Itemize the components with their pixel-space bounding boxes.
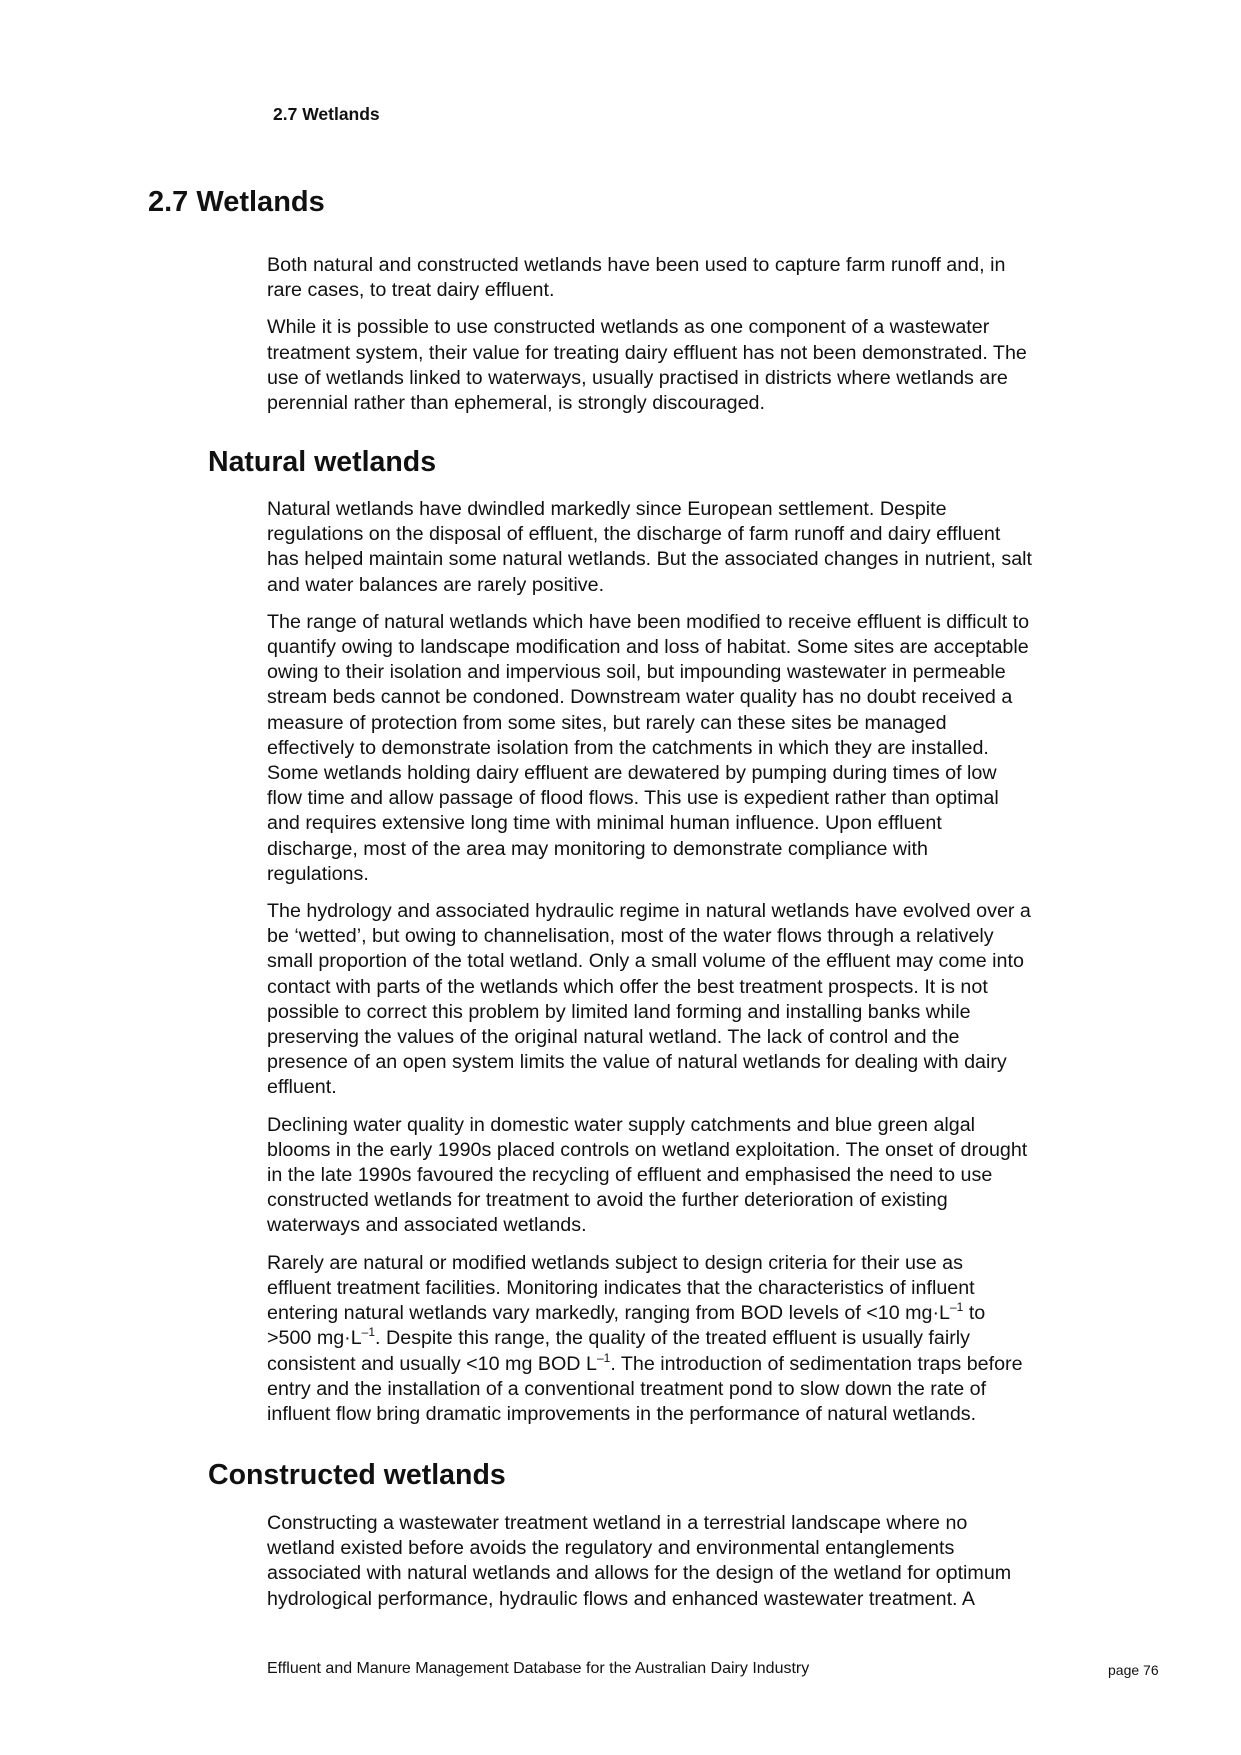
constructed-wetlands-heading: Constructed wetlands bbox=[208, 1459, 506, 1491]
natural-wetlands-block bbox=[267, 497, 1107, 1427]
natural-wetlands-heading: Natural wetlands bbox=[208, 446, 437, 478]
paragraph: While it is possible to use constructed wetlands as one component of a wastewater treatment system, their value for treating dairy effluent has not been demonstrated. The use of wetlands linked to waterways, usually practised in districts where wetlands are perennial rather than ephemeral, is strongly discouraged. bbox=[267, 316, 1027, 415]
paragraph: The range of natural wetlands which have been modified to receive effluent is difficult to quantify owing to landscape modification and loss of habitat. Some sites are acceptable owing to their isolation and impervious soil, but impounding wastewater in permeable stream beds cannot be condoned. Downstream water quality has no doubt received a measure of protection from some sites, but rarely can these sites be managed effectively to demonstrate isolation from the catchments in which they are installed. Some wetlands holding dairy effluent are dewatered by pumping during times of low flow time and allow passage of flood flows. This use is expedient rather than optimal and requires extensive long time with minimal human influence. Upon effluent discharge, most of the area may monitoring to demonstrate compliance with regulations. bbox=[267, 610, 1030, 885]
section-title: 2.7 Wetlands bbox=[148, 186, 325, 218]
running-header: 2.7 Wetlands bbox=[273, 104, 380, 124]
paragraph: Natural wetlands have dwindled markedly since European settlement. Despite regulations on the disposal of effluent, the discharge of farm runoff and dairy effluent has helped maintain some natural wetlands. But the associated changes in nutrient, salt and water balances are rarely positive. bbox=[267, 498, 1032, 596]
page-number: page 76 bbox=[1108, 1662, 1159, 1678]
paragraph: The hydrology and associated hydraulic regime in natural wetlands have evolved over a be ‘wetted’, but owing to channelisation, most of the water flows through a relatively small proportion of the total wetland. Only a small volume of the effluent may come into contact with parts of the wetlands which offer the best treatment prospects. It is not possible to correct this problem by limited land forming and installing banks while preserving the values of the original natural wetland. The lack of control and the presence of an open system limits the value of natural wetlands for dealing with dairy effluent. bbox=[267, 900, 1031, 1099]
constructed-wetlands-block bbox=[267, 1511, 1107, 1612]
paragraph: Both natural and constructed wetlands have been used to capture farm runoff and, in rare cases, to treat dairy effluent. bbox=[267, 254, 1006, 302]
intro-block bbox=[267, 253, 1107, 416]
paragraph: Rarely are natural or modified wetlands subject to design criteria for their use as effluent treatment facilities. Monitoring indicates that the characteristics of influent entering natural wetlands vary markedly, ranging from BOD levels of <10 $mg\cdot L^{-1}$ to >500 $mg\cdot L^{-1}$. Despite this range, the quality of the treated effluent is usually fairly consistent and usually <10 mg BOD $L^{-1}$. The introduction of sedimentation traps before entry and the installation of a conventional treatment pond to slow down the rate of influent flow bring dramatic improvements in the performance of natural wetlands. bbox=[267, 1251, 1023, 1425]
footer-title: Effluent and Manure Management Database for the Australian Dairy Industry bbox=[267, 1660, 810, 1677]
paragraph: Constructing a wastewater treatment wetland in a terrestrial landscape where no wetland existed before avoids the regulatory and environmental entanglements associated with natural wetlands and allows for the design of the wetland for optimum hydrological performance, hydraulic flows and enhanced wastewater treatment. A bbox=[267, 1512, 1012, 1610]
paragraph: Declining water quality in domestic water supply catchments and blue green algal blooms in the early 1990s placed controls on wetland exploitation. The onset of drought in the late 1990s favoured the recycling of effluent and emphasised the need to use constructed wetlands for treatment to avoid the further deterioration of existing waterways and associated wetlands. bbox=[267, 1113, 1028, 1237]
